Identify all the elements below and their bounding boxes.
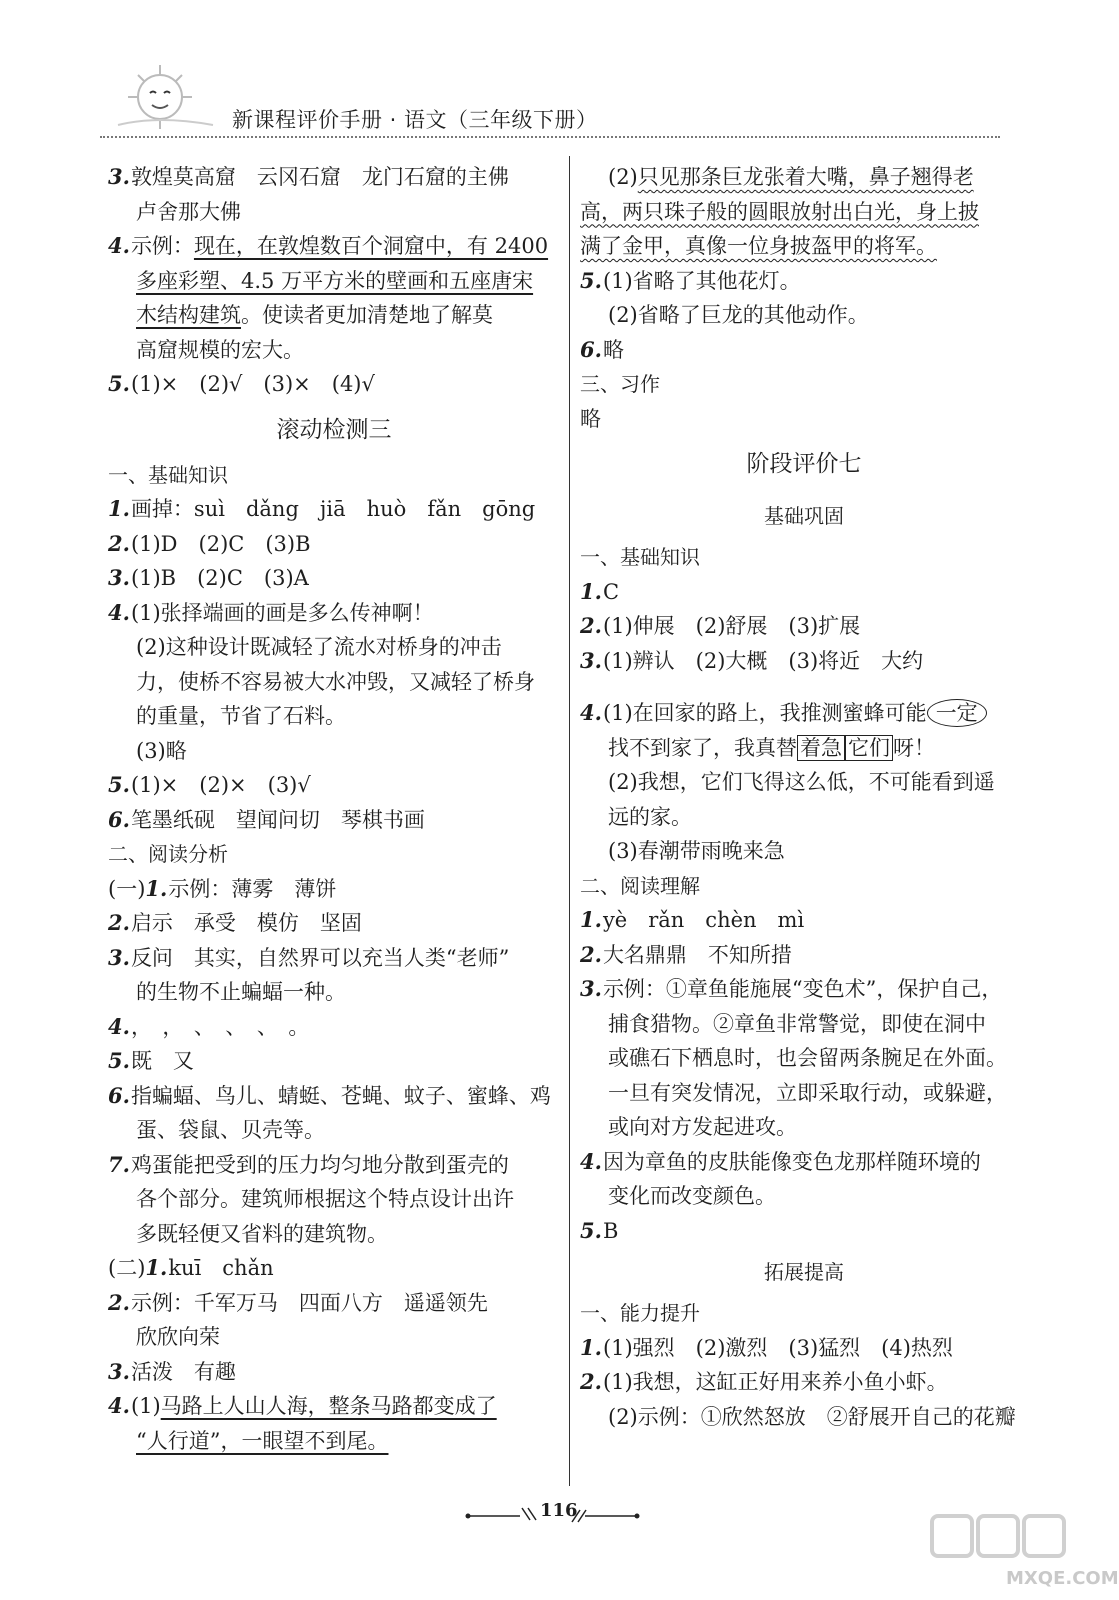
answer-line: 5.(1)省略了其他花灯。 [580,267,801,293]
header-rule [100,136,1000,138]
answer-line: 木结构建筑。使读者更加清楚地了解莫 [136,303,493,327]
answer-line: 3.示例：①章鱼能施展“变色术”，保护自己， [580,976,1003,1001]
section-title: 阶段评价七 [746,451,862,477]
header-title: 新课程评价手册 · 语文（三年级下册） [232,108,598,132]
boxed-word: 着急 [797,735,845,761]
answer-line: 4.(1)在回家的路上，我推测蜜蜂可能 一定 [580,696,1028,731]
answer-line: 找不到家了，我真替 着急 它们 呀！ [608,735,935,760]
answer-line: (二)1.kuī chǎn [108,1255,274,1280]
answer-line: 蛋、袋鼠、贝壳等。 [136,1118,325,1142]
answer-line: (2)这种设计既减轻了流水对桥身的冲击 [136,635,502,659]
answer-line: 高窟规模的宏大。 [136,337,304,362]
answer-line: 欣欣向荣 [136,1325,220,1349]
answer-line: 2.(1)D (2)C (3)B [108,530,311,556]
answer-line: 多既轻便又省料的建筑物。 [136,1221,388,1246]
answer-line: 4.， ， 、 、 、 。 [108,1013,310,1039]
section-title: 滚动检测三 [276,416,392,443]
answer-line: 2.大名鼎鼎 不知所措 [580,941,792,967]
answer-line: (3)春潮带雨晚来急 [608,839,785,863]
answer-line: (2)示例：①欣然怒放 ②舒展开自己的花瓣 [608,1404,1016,1429]
right-column [580,160,1028,1434]
answer-line: 6.指蝙蝠、鸟儿、蜻蜓、苍蝇、蚊子、蜜蜂、鸡 [108,1082,551,1108]
column-divider [569,156,570,1486]
subsection-title: 拓展提高 [764,1260,844,1284]
section-heading: 一、基础知识 [108,462,228,487]
answer-line: 7.鸡蛋能把受到的压力均匀地分散到蛋壳的 [108,1151,509,1177]
answer-line: 2.示例：千军万马 四面八方 遥遥领先 [108,1289,488,1315]
subsection-title: 基础巩固 [764,504,844,528]
section-heading: 一、能力提升 [580,1301,700,1325]
answer-line: 力，使桥不容易被大水冲毁，又减轻了桥身 [136,669,535,694]
answer-line: (一)1.示例：薄雾 薄饼 [108,875,337,901]
answer-line: 的生物不止蝙蝠一种。 [136,980,346,1004]
answer-line: 远的家。 [608,804,692,829]
answer-line: 3.敦煌莫高窟 云冈石窟 龙门石窟的主佛 [108,164,509,189]
answer-line: 5.(1)× (2)√ (3)× (4)√ [108,371,375,396]
answer-line: 各个部分。建筑师根据这个特点设计出许 [136,1187,514,1211]
answer-line: 卢舍那大佛 [136,199,241,224]
answer-line: (2)我想，它们飞得这么低，不可能看到遥 [608,770,995,794]
answer-line: 满了金甲，真像一位身披盔甲的将军。 [580,234,937,258]
page-number: 116 [540,1500,578,1521]
answer-line: 或向对方发起进攻。 [608,1115,797,1139]
answer-line: 3.反问 其实，自然界可以充当人类“老师” [108,944,510,970]
correction-circle: 一定 [927,699,987,727]
answer-line: 4.(1)马路上人山人海，整条马路都变成了 [108,1393,497,1418]
answer-line: 3.活泼 有趣 [108,1358,236,1384]
answer-line: 2.(1)我想，这缸正好用来养小鱼小虾。 [580,1369,948,1394]
answer-line: 捕食猎物。②章鱼非常警觉，即使在洞中 [608,1011,986,1036]
answer-line: 5.(1)× (2)× (3)√ [108,772,311,797]
answer-line: “人行道”，一眼望不到尾。 [136,1428,389,1453]
answer-line: 1.(1)强烈 (2)激烈 (3)猛烈 (4)热烈 [580,1334,953,1360]
boxed-word: 它们 [845,735,893,761]
answer-line: 略 [580,406,601,431]
answer-line: 4.(1)张择端画的画是多么传神啊！ [108,599,434,625]
answer-line: 4.示例：现在，在敦煌数百个洞窟中，有 2400 [108,233,549,258]
section-heading: 二、阅读理解 [580,873,700,898]
answer-line: (3)略 [136,738,187,763]
sun-icon [108,55,218,135]
page-header [0,0,1103,150]
answer-line: 3.(1)B (2)C (3)A [108,565,309,590]
section-heading: 二、阅读分析 [108,842,228,866]
answer-line: 1.yè rǎn chèn mì [580,907,805,932]
answer-line: 5.既 又 [108,1048,194,1073]
section-heading: 三、习作 [580,372,660,396]
watermark-text: MXQE.COM [1006,1568,1119,1589]
answer-line: 的重量，节省了石料。 [136,704,346,728]
answer-line: 变化而改变颜色。 [608,1184,776,1208]
answer-line: 3.(1)辨认 (2)大概 (3)将近 大约 [580,647,924,673]
answer-line: (2)省略了巨龙的其他动作。 [608,303,869,327]
answer-line: 6.略 [580,336,624,362]
answer-line: 1.画掉：suì dǎng jiā huò fǎn gōng [108,496,536,521]
answer-line: 6.笔墨纸砚 望闻问切 琴棋书画 [108,806,425,832]
left-column [108,160,560,1458]
answer-line: (2)只见那条巨龙张着大嘴，鼻子翘得老 [608,165,974,189]
answer-line: 2.(1)伸展 (2)舒展 (3)扩展 [580,613,861,638]
answer-line: 5.B [580,1217,619,1243]
answer-line: 多座彩塑、4.5 万平方米的壁画和五座唐宋 [136,268,534,293]
answer-line: 2.启示 承受 模仿 坚固 [108,910,362,935]
answer-line: 1.C [580,578,620,604]
answer-line: 高，两只珠子般的圆眼放射出白光，身上披 [580,199,979,224]
section-heading: 一、基础知识 [580,545,700,569]
answer-line: 4.因为章鱼的皮肤能像变色龙那样随环境的 [580,1148,981,1174]
answer-line: 一旦有突发情况，立即采取行动，或躲避， [608,1080,1007,1105]
answer-line: 或礁石下栖息时，也会留两条腕足在外面。 [608,1046,1007,1070]
